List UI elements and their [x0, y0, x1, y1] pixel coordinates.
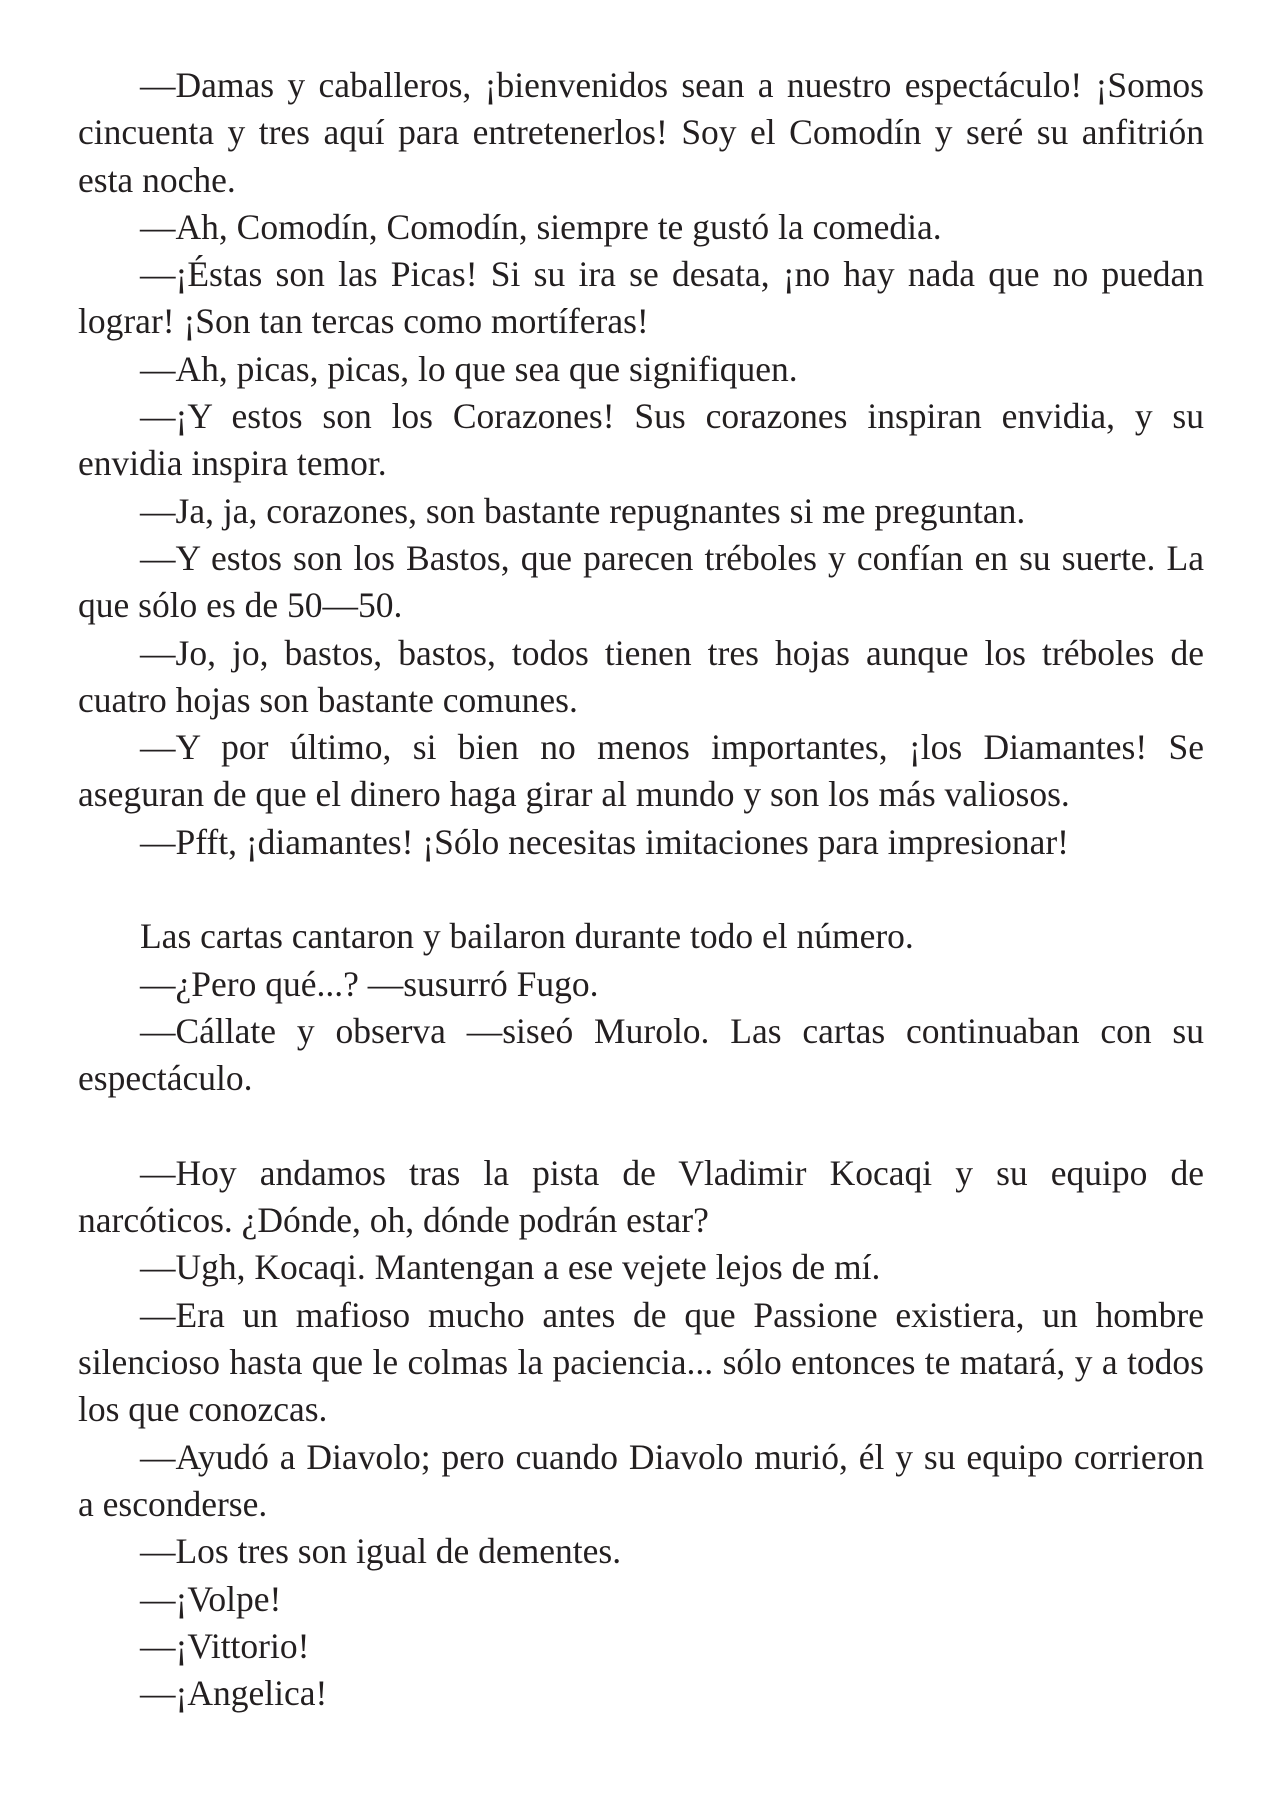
paragraph: —Los tres son igual de dementes. [140, 1531, 622, 1572]
paragraph: Las cartas cantaron y bailaron durante todo el número. [140, 916, 914, 957]
section-break [78, 866, 1204, 913]
paragraph: —Pfft, ¡diamantes! ¡Sólo necesitas imitaciones para impresionar! [140, 821, 1069, 862]
paragraph: —Ayudó a Diavolo; pero cuando Diavolo murió, él y su equipo corrieron a esconderse. [78, 1436, 1204, 1524]
text-block-3 [78, 1150, 1204, 1718]
document-page [78, 62, 1204, 1717]
paragraph: —Y por último, si bien no menos importantes, ¡los Diamantes! Se aseguran de que el dinero haga girar al mundo y son los más valiosos. [78, 727, 1204, 815]
paragraph: —Y estos son los Bastos, que parecen tréboles y confían en su suerte. La que sólo es de 50—50. [78, 537, 1204, 626]
paragraph: —Jo, jo, bastos, bastos, todos tienen tres hojas aunque los tréboles de cuatro hojas son bastante comunes. [78, 632, 1204, 720]
section-break [78, 1103, 1204, 1150]
paragraph: —Ugh, Kocaqi. Mantengan a ese vejete lejos de mí. [140, 1247, 881, 1288]
paragraph: —Damas y caballeros, ¡bienvenidos sean a nuestro espectáculo! ¡Somos cincuenta y tres aquí para entretenerlos! Soy el Comodín y seré su anfitrión esta noche. [78, 65, 1204, 200]
paragraph: —¡Angelica! [140, 1673, 328, 1714]
paragraph: —¿Pero qué...? —susurró Fugo. [140, 963, 599, 1004]
text-block-1 [78, 62, 1204, 866]
paragraph: —Ja, ja, corazones, son bastante repugnantes si me preguntan. [140, 490, 1026, 531]
paragraph: —¡Volpe! [140, 1578, 282, 1619]
paragraph: —Hoy andamos tras la pista de Vladimir Kocaqi y su equipo de narcóticos. ¿Dónde, oh, dónde podrán estar? [78, 1152, 1204, 1241]
text-block-2 [78, 913, 1204, 1102]
paragraph: —Cállate y observa —siseó Murolo. Las cartas continuaban con su espectáculo. [78, 1010, 1204, 1099]
paragraph: —¡Éstas son las Picas! Si su ira se desata, ¡no hay nada que no puedan lograr! ¡Son tan tercas como mortíferas! [78, 254, 1204, 342]
paragraph: —Ah, picas, picas, lo que sea que signifiquen. [140, 348, 798, 389]
paragraph: —Era un mafioso mucho antes de que Passione existiera, un hombre silencioso hasta que le colmas la paciencia... sólo entonces te matará, y a todos los que conozcas. [78, 1294, 1204, 1430]
paragraph: —¡Vittorio! [140, 1625, 310, 1666]
paragraph: —Ah, Comodín, Comodín, siempre te gustó la comedia. [140, 206, 942, 247]
paragraph: —¡Y estos son los Corazones! Sus corazones inspiran envidia, y su envidia inspira temor. [78, 396, 1204, 484]
